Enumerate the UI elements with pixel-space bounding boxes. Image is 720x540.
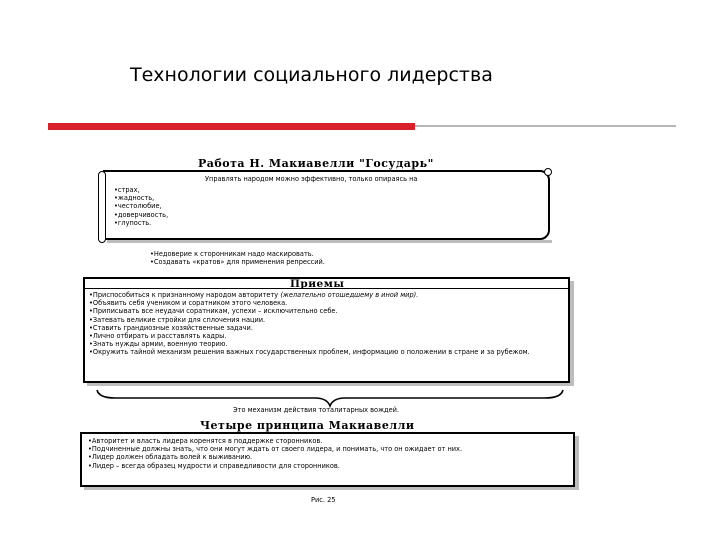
page-title: Технологии социального лидерства xyxy=(130,64,493,86)
principles-list xyxy=(88,437,462,470)
scroll-shadow xyxy=(107,240,552,243)
note-item: •Создавать «кратов» для применения репрессий. xyxy=(150,258,325,267)
list-item: •Окружить тайной механизм решения важных государственных проблем, информацию о положении в стране и за рубежом. xyxy=(89,348,530,357)
list-item: •доверчивость, xyxy=(114,210,169,219)
list-item: •Приспособиться к признанному народом авторитету (желательно отошедшему в иной мир). xyxy=(89,291,419,299)
list-item: •Лидер должен обладать волей к выживанию. xyxy=(88,453,253,462)
scroll-roll xyxy=(98,171,106,243)
note-item: •Недоверие к сторонникам надо маскировать. xyxy=(150,250,314,258)
list-item: •Лидер – всегда образец мудрости и справедливости для сторонников. xyxy=(88,461,340,470)
accent-bar xyxy=(48,123,415,130)
list-item: •честолюбие, xyxy=(114,202,162,211)
scroll-intro-text: Управлять народом можно эффективно, только опираясь на xyxy=(205,175,418,183)
list-item: •Авторитет и власть лидера коренятся в поддержке сторонников. xyxy=(88,437,323,445)
scroll-list xyxy=(114,186,168,227)
list-item: •страх, xyxy=(114,186,140,194)
box-shadow xyxy=(87,383,574,386)
list-item: •Объявить себя учеником и соратником этого человека. xyxy=(89,299,288,308)
box-shadow xyxy=(84,487,579,490)
figure-caption: Рис. 25 xyxy=(311,496,336,504)
techniques-list xyxy=(89,291,530,357)
list-item: •Подчиненные должны знать, что они могут ждать от своего лидера, и понимать, что он ожидает от них. xyxy=(88,445,463,454)
principles-heading: Четыре принципа Макиавелли xyxy=(200,419,415,432)
notes-list xyxy=(150,250,325,266)
section-heading-prince: Работа Н. Макиавелли "Государь" xyxy=(198,157,434,170)
list-item: •Знать нужды армии, военную теорию. xyxy=(89,340,228,349)
box-shadow xyxy=(575,436,579,489)
list-item: •Приписывать все неудачи соратникам, успехи – исключительно себе. xyxy=(89,307,338,316)
techniques-heading: Приемы xyxy=(290,278,345,290)
curly-brace-icon xyxy=(95,388,565,408)
box-shadow xyxy=(570,281,574,385)
list-item: •Затевать великие стройки для сплочения нации. xyxy=(89,315,266,324)
list-item: •жадность, xyxy=(114,194,155,203)
scroll-curl xyxy=(544,168,552,176)
list-item: •глупость. xyxy=(114,218,152,227)
list-item: •Лично отбирать и расставлять кадры. xyxy=(89,332,227,341)
list-item: •Ставить грандиозные хозяйственные задачи. xyxy=(89,323,253,332)
mechanism-caption: Это механизм действия тоталитарных вождей. xyxy=(233,406,400,414)
